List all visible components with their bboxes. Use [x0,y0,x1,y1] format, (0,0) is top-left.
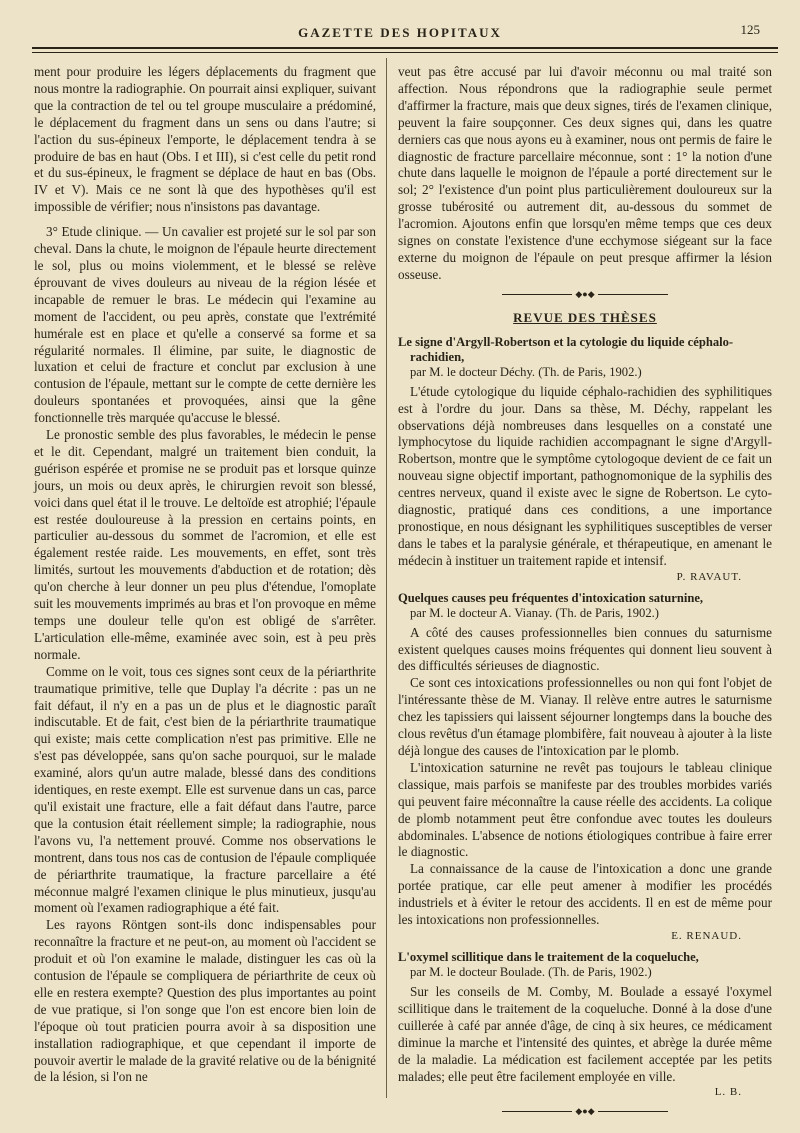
review-title: Quelques causes peu fréquentes d'intoxication saturnine, [398,590,704,605]
review-title: L'oxymel scillitique dans le traitement de la coqueluche, [398,949,699,964]
header-rule-thick [32,47,778,49]
paragraph: veut pas être accusé par lui d'avoir méconnu ou mal traité son affection. Nous répondrons que la radiographie seule permet d'affirmer la fracture, mais que deux signes, tirés de l'examen clinique, peuvent la faire soupçonner. Ces deux signes qui, dans les quatre derniers cas que nous ayons eu à examiner, nous ont permis de faire le diagnostic de fracture parcellaire méconnue, sont : 1° la notion d'une chute dans laquelle le moignon de l'épaule a porté directement sur le sol; 2° l'existence d'un point plus particulièrement douloureux sur la grosse tubérosité ou autrement dit, au-dessous du sommet de l'acromion. Ajoutons enfin que lorsqu'en même temps que ces deux signes on constate l'existence d'une ecchymose siégeant sur la face externe du moignon de l'épaule on peut presque affirmer la lésion osseuse. [398,64,772,282]
paragraph: Ce sont ces intoxications professionnelles ou non qui font l'objet de l'intéressante thèse de M. Vianay. Il relève entre autres le saturnisme chez les tapissiers qui laissent séjourner longtemps dans la bouche des clous revêtus d'un étamage plombifère, fait nouveau à ajouter à la liste déjà longue des causes de l'intoxication par le plomb. [398,675,772,758]
paragraph: L'étude cytologique du liquide céphalo-rachidien des syphilitiques est à l'ordre du jour. Dans sa thèse, M. Déchy, rappelant les observations déjà nombreuses dans lesquelles on a constaté une lymphocytose du liquide rachidien accompagnant le signe d'Argyll-Robertson, montre que le symptôme cytologoque devient de ce fait un nouveau signe objectif important, pathognomonique de la syphilis des centres nerveux, quand il existe avec le signe de Robertson. Le cyto-diagnostic, pratiqué dans ces conditions, a une importance pronostique, en nous désignant les syphilitiques susceptibles de verser dans le tabes et la paralysie générale, et thérapeutique, en amenant le médecin à instituer un traitement rapide et intensif. [398,383,772,568]
paragraph: 3° Etude clinique. — Un cavalier est projeté sur le sol par son cheval. Dans la chute, le moignon de l'épaule heurte directement le sol, plus ou moins violemment, et le blessé se relève éprouvant de vives douleurs au niveau de la région lésée et incapable de remuer le bras. Le médecin qui l'examine au moment de l'accident, ou peu après, constate que l'extrémité humérale est en place et qu'elle a conservé sa forme et sa régularité normales. Il élimine, par suite, le diagnostic de luxation et celui de fracture et conclut par exclusion à une contusion de l'épaule, mettant sur le compte de cette dernière les douleurs spontanées et provoquées, ainsi que la gêne fonctionnelle très marquée qu'accuse le blessé. [34,224,376,426]
journal-title: GAZETTE DES HOPITAUX [298,25,502,40]
paragraph: Sur les conseils de M. Comby, M. Boulade a essayé l'oxymel scillitique dans le traitement de la coqueluche. Donné à la dose d'une cuillerée à café par année d'âge, de cinq à six heures, ce médicament diminue la marche et l'intensité des quintes, et abrège la durée même de la maladie. La médication est facilement acceptée par les petits malades; elle peut être facilement employée en ville. [398,983,772,1084]
ornament-divider: ◆●◆ [398,1104,772,1118]
review-item [398,591,772,944]
left-column [34,64,376,1086]
paragraph: Les rayons Röntgen sont-ils donc indispensables pour reconnaître la fracture et ne peut-on, au moment où l'accident se produit et où l'on examine le malade, distinguer les cas où la contusion de l'épaule se compliquera de périarthrite de ceux où elle en restera exempte? Question des plus importantes au point de vue pratique, si l'on songe que l'on est encore bien loin de l'époque où tout praticien pourra avoir à sa disposition une installation radiographique, et que cependant il importe de pouvoir avertir le malade de la gravité relative ou de la bénignité de la lésion, si l'on ne [34,917,376,1085]
review-item [398,950,772,1100]
review-byline: par M. le docteur Déchy. (Th. de Paris, 1902.) [410,364,642,379]
right-column [398,64,772,1122]
paragraph: Le pronostic semble des plus favorables, le médecin le pense et le dit. Cependant, malgré un traitement bien conduit, la guérison espérée et promise ne se produit pas et lorsque quinze jours, un mois ou deux après, le chirurgien revoit son blessé, voici dans quel état il le trouve. Le deltoïde est atrophié; l'épaule est restée douloureuse à la pression en certains points, en particulier au-dessous du sommet de l'acromion, et elle est également restée raide. Les mouvements, en effet, sont très limités, surtout les mouvements d'abduction et de rotation; dès qu'on cherche à leur donner un peu plus d'étendue, l'omoplate suit les mouvements imprimés au bras et l'on provoque en même temps une douleur telle qu'on est obligé de s'arrêter. L'articulation elle-même, examinée avec soin, est à peu près normale. [34,427,376,662]
page-header [0,22,800,42]
paragraph: Comme on le voit, tous ces signes sont ceux de la périarthrite traumatique primitive, telle que Duplay l'a décrite : pas un ne fait défaut, il n'y en a pas un de plus et le diagnostic paraît indiscutable. Et de fait, c'est bien de la périarthrite traumatique qui existe; mais cette complication n'est pas primitive. Elle ne s'est pas développée, sans qu'on sache pourquoi, sur le malade examiné, alors qu'un autre malade, blessé dans des conditions identiques, en reste exempt. Elle est survenue dans un cas, parce qu'il existait une fracture, elle a fait défaut dans l'autre, parce que la contusion était réellement simple; la radiographie, nous l'avons vu, l'a nettement prouvé. Comme nos observations le montrent, dans tous nos cas de contusion de l'épaule compliquée de périarthrite traumatique, la fracture parcellaire a été méconnue malgré l'examen clinique le plus minutieux, jusqu'au moment où l'examen radiographique a été fait. [34,663,376,916]
review-signature: P. RAVAUT. [676,570,742,583]
section-title: REVUE DES THÈSES [513,309,657,325]
paragraph: ment pour produire les légers déplacements du fragment que nous montre la radiographie. On pourrait ainsi expliquer, suivant que la contraction de tel ou tel groupe musculaire a prédominé, le déplacement du fragment dans un sens ou dans l'autre; si l'action du sus-épineux l'emporte, le déplacement tendra à se produire de bas en haut (Obs. I et III), si c'est celle du petit rond et du sus-épineux, le fragment se déplace de haut en bas (Obs. IV et V). Mais ce ne sont là que des hypothèses qu'il est impossible de vérifier; nous n'insistons pas davantage. [34,64,376,215]
column-divider [386,58,387,1098]
paragraph: A côté des causes professionnelles bien connues du saturnisme existent quelques causes moins fréquentes qui donnent lieu souvent à des difficultés sérieuses de diagnostic. [398,624,772,674]
paragraph: L'intoxication saturnine ne revêt pas toujours le tableau clinique classique, mais parfois se manifeste par des troubles morbides variés qui peuvent faire méconnaître la cause réelle des accidents. La colique de plomb notamment peut être confondue avec toutes les douleurs abdominales. L'absence de notions étiologiques contribue à faire errer le diagnostic. [398,759,772,860]
review-byline: par M. le docteur Boulade. (Th. de Paris, 1902.) [410,964,652,979]
paragraph: La connaissance de la cause de l'intoxication a donc une grande portée pratique, car elle peut amener à modifier les procédés industriels et à éviter le retour des accidents. Il en est de même pour les intoxications non professionnelles. [398,861,772,928]
ornament-divider: ◆●◆ [398,288,772,302]
header-rule-thin [32,52,778,53]
review-title: Le signe d'Argyll-Robertson et la cytologie du liquide céphalo-rachidien, [398,334,734,364]
review-item [398,335,772,585]
page-number: 125 [740,22,760,37]
review-signature: L. B. [714,1086,742,1099]
review-signature: E. RENAUD. [671,929,742,942]
review-byline: par M. le docteur A. Vianay. (Th. de Paris, 1902.) [410,605,659,620]
